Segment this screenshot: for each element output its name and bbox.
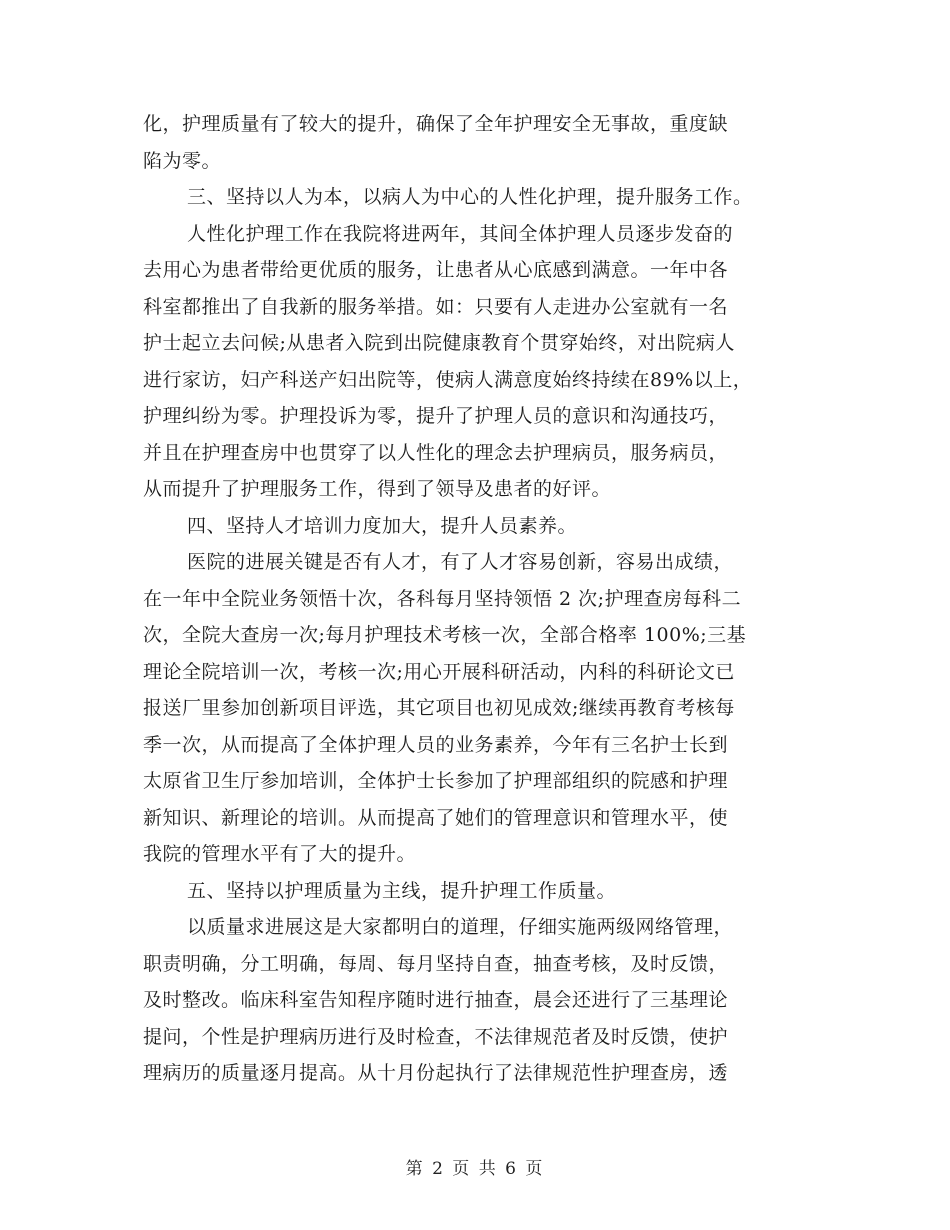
text-line: 人性化护理工作在我院将进两年，其间全体护理人员逐步发奋的 [187,222,734,245]
text-line: 科室都推出了自我新的服务举措。如：只要有人走进办公室就有一名 [143,295,729,318]
text-line: 季一次，从而提高了全体护理人员的业务素养，今年有三名护士长到 [143,733,729,756]
text-line: 理病历的质量逐月提高。从十月份起执行了法律规范性护理查房，透 [143,1062,729,1084]
text-line: 医院的进展关键是否有人才，有了人才容易创新，容易出成绩， [187,551,734,573]
text-line: 去用心为患者带给更优质的服务，让患者从心底感到满意。一年中各 [143,259,729,281]
text-line: 陷为零。 [143,149,222,172]
text-line: 理论全院培训一次，考核一次;用心开展科研活动，内科的科研论文已 [143,660,735,683]
text-line: 五、坚持以护理质量为主线，提升护理工作质量。 [187,879,617,902]
text-line: 护士起立去问候;从患者入院到出院健康教育个贯穿始终，对出院病人 [143,332,735,354]
text-line: 次，全院大查房一次;每月护理技术考核一次，全部合格率 100%;三基 [143,624,747,646]
text-line: 从而提升了护理服务工作，得到了领导及患者的好评。 [143,478,612,500]
text-line: 及时整改。临床科室告知程序随时进行抽查，晨会还进行了三基理论 [143,989,729,1011]
text-line: 报送厂里参加创新项目评选，其它项目也初见成效;继续再教育考核每 [143,697,735,719]
text-line: 并且在护理查房中也贯穿了以人性化的理念去护理病员，服务病员， [143,441,729,464]
document-body [143,106,813,1092]
text-line: 化，护理质量有了较大的提升，确保了全年护理安全无事故，重度缺 [143,113,729,135]
text-line: 以质量求进展这是大家都明白的道理，仔细实施两级网络管理， [187,916,734,938]
text-line: 在一年中全院业务领悟十次，各科每月坚持领悟 2 次;护理查房每科二 [143,587,742,610]
text-line: 进行家访，妇产科送产妇出院等，使病人满意度始终持续在89%以上， [143,368,753,391]
text-line: 新知识、新理论的培训。从而提高了她们的管理意识和管理水平，使 [143,806,729,829]
text-line: 四、坚持人才培训力度加大，提升人员素养。 [187,514,578,537]
text-line: 职责明确，分工明确，每周、每月坚持自查，抽查考核，及时反馈， [143,952,729,975]
text-line: 太原省卫生厅参加培训，全体护士长参加了护理部组织的院感和护理 [143,770,729,792]
text-line: 三、坚持以人为本，以病人为中心的人性化护理，提升服务工作。 [187,186,753,208]
text-line: 我院的管理水平有了大的提升。 [143,843,417,865]
text-line: 护理纠纷为零。护理投诉为零，提升了护理人员的意识和沟通技巧， [143,405,729,427]
page-number-footer: 第 2 页 共 6 页 [405,1159,545,1179]
text-line: 提问，个性是护理病历进行及时检查，不法律规范者及时反馈，使护 [143,1025,729,1048]
